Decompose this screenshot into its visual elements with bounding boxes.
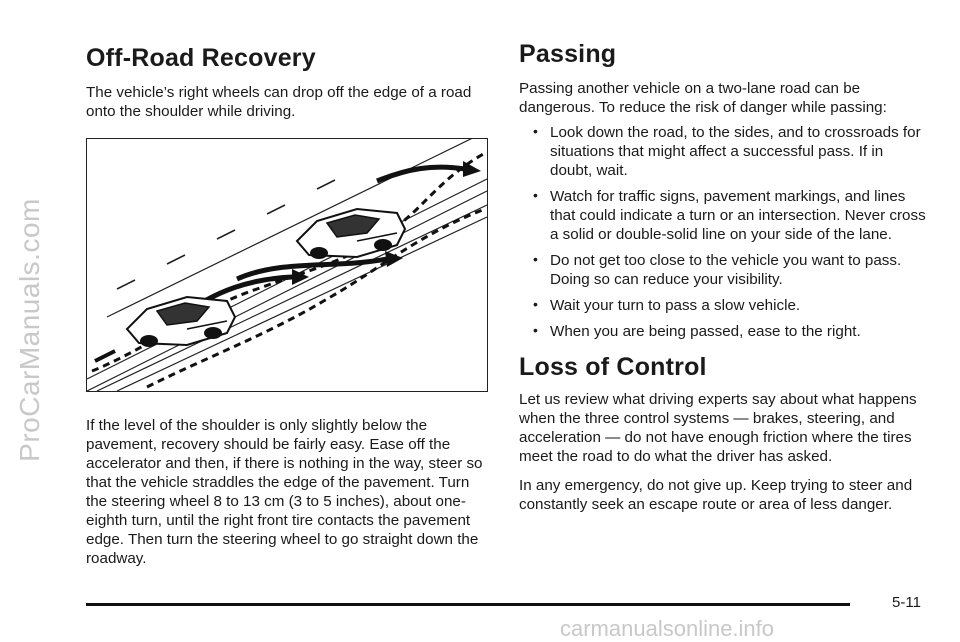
list-item: • Do not get too close to the vehicle you want to pass. Doing so can reduce your visibility. bbox=[533, 251, 902, 288]
loss-of-control-heading: Loss of Control bbox=[519, 353, 707, 381]
watermark-side-text: ProCarManuals.com bbox=[14, 198, 45, 462]
offroad-body: If the level of the shoulder is only slightly below the pavement, recovery should be fairly easy. Ease off the accelerator and then, if there is nothing in the way, steer so that the vehicle straddles the edge of the pavement. Turn the steering wheel 8 to 13 cm (3 to 5 inches), about one-eighth turn, until the right front tire contacts the pavement edge. Then turn the steering wheel to go straight down the roadway. bbox=[86, 417, 483, 567]
offroad-intro: The vehicle’s right wheels can drop off the edge of a road onto the shoulder while driving. bbox=[86, 84, 472, 120]
bullet-icon: • bbox=[533, 187, 538, 203]
car-rear-icon bbox=[127, 297, 235, 347]
footer-rule bbox=[86, 603, 850, 606]
passing-bullet-list bbox=[519, 123, 929, 341]
page-number: 5-11 bbox=[892, 594, 921, 611]
watermark-side bbox=[6, 0, 56, 640]
loss-of-control-paragraph-1: Let us review what driving experts say about what happens when the three control systems — brakes, steering, and acceleration — do not have enough friction where the tires meet the road to do what the driver has asked. bbox=[519, 391, 917, 465]
bullet-icon: • bbox=[533, 296, 538, 312]
offroad-recovery-illustration bbox=[86, 138, 488, 392]
loss-of-control-paragraph-2: In any emergency, do not give up. Keep trying to steer and constantly seek an escape route or area of less danger. bbox=[519, 477, 913, 513]
offroad-heading: Off-Road Recovery bbox=[86, 44, 316, 72]
right-column bbox=[519, 40, 929, 514]
arrow-head-2 bbox=[385, 251, 403, 267]
left-column bbox=[86, 40, 490, 568]
list-item: • When you are being passed, ease to the right. bbox=[533, 322, 861, 340]
passing-intro: Passing another vehicle on a two-lane road can be dangerous. To reduce the risk of danger while passing: bbox=[519, 80, 887, 116]
bullet-icon: • bbox=[533, 251, 538, 267]
arrow-head-1 bbox=[292, 269, 309, 285]
list-item: • Watch for traffic signs, pavement markings, and lines that could indicate a turn or an intersection. Never cross a solid or double-solid line on your side of the lane. bbox=[533, 187, 926, 243]
passing-heading: Passing bbox=[519, 40, 617, 68]
watermark-bottom: carmanualsonline.info bbox=[560, 616, 775, 641]
list-item: • Wait your turn to pass a slow vehicle. bbox=[533, 296, 801, 314]
list-item: • Look down the road, to the sides, and to crossroads for situations that might affect a successful pass. If in doubt, wait. bbox=[533, 123, 921, 179]
arrow-head-3 bbox=[463, 161, 481, 177]
arrow-path-4 bbox=[95, 351, 115, 361]
bullet-icon: • bbox=[533, 322, 538, 338]
bullet-icon: • bbox=[533, 123, 538, 139]
